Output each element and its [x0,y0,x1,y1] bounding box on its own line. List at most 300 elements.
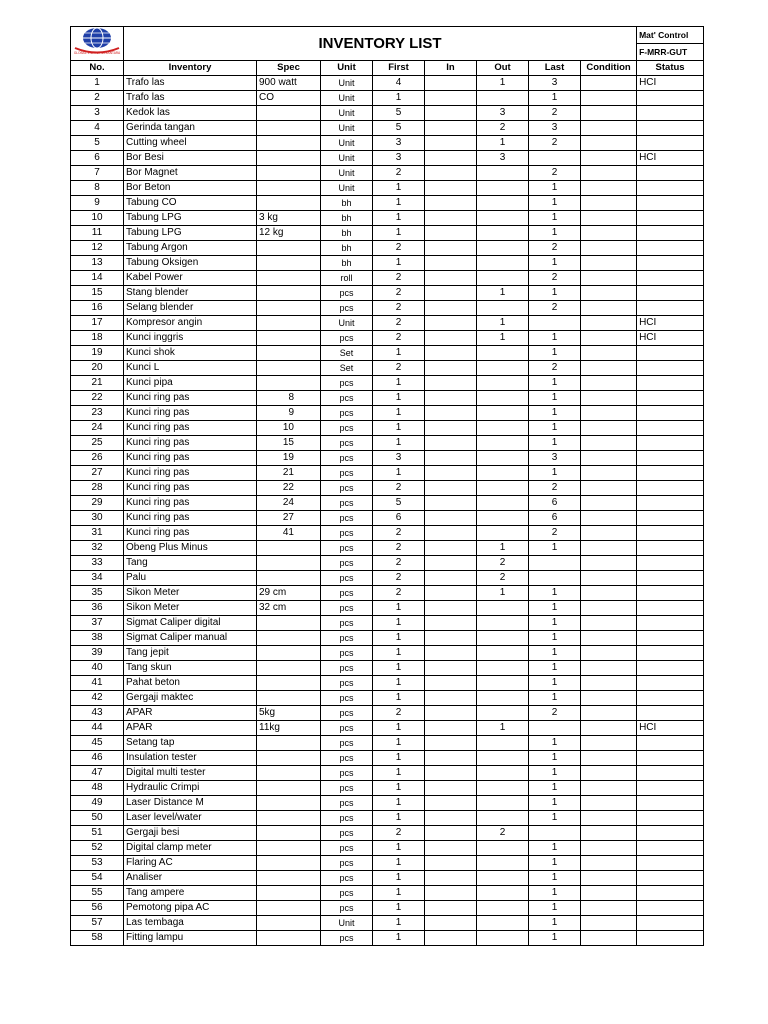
qty-last: 1 [529,226,581,241]
item-status [637,526,704,541]
table-row [71,916,704,931]
item-unit: pcs [321,766,373,781]
item-condition [581,556,637,571]
qty-last: 1 [529,766,581,781]
qty-in [425,226,477,241]
item-status: HCI [637,331,704,346]
row-number: 33 [71,556,124,571]
item-condition [581,856,637,871]
table-row [71,616,704,631]
item-condition [581,301,637,316]
qty-last: 2 [529,241,581,256]
qty-first: 2 [373,826,425,841]
qty-in [425,571,477,586]
qty-first: 2 [373,316,425,331]
item-name: Kunci ring pas [124,481,257,496]
item-spec: 12 kg [257,226,321,241]
item-name: Kompresor angin [124,316,257,331]
item-spec: 19 [257,451,321,466]
qty-in [425,676,477,691]
item-name: Bor Besi [124,151,257,166]
item-status [637,346,704,361]
row-number: 11 [71,226,124,241]
qty-in [425,781,477,796]
row-number: 3 [71,106,124,121]
item-name: Tabung Oksigen [124,256,257,271]
item-spec: 32 cm [257,601,321,616]
qty-out [477,181,529,196]
item-unit: bh [321,196,373,211]
table-row [71,646,704,661]
item-name: Bor Beton [124,181,257,196]
qty-in [425,886,477,901]
item-name: Kunci ring pas [124,496,257,511]
item-spec [257,106,321,121]
item-unit: pcs [321,601,373,616]
item-unit: pcs [321,676,373,691]
item-status [637,211,704,226]
qty-in [425,811,477,826]
qty-last: 1 [529,601,581,616]
row-number: 28 [71,481,124,496]
item-name: Palu [124,571,257,586]
qty-last: 1 [529,931,581,946]
qty-last: 2 [529,271,581,286]
row-number: 36 [71,601,124,616]
item-spec: 3 kg [257,211,321,226]
item-status [637,391,704,406]
item-name: Kunci shok [124,346,257,361]
qty-in [425,871,477,886]
qty-in [425,646,477,661]
item-condition [581,661,637,676]
row-number: 26 [71,451,124,466]
table-row [71,511,704,526]
qty-out [477,691,529,706]
qty-last: 1 [529,466,581,481]
qty-last: 6 [529,511,581,526]
item-name: Trafo las [124,76,257,91]
qty-in [425,196,477,211]
item-status: HCI [637,721,704,736]
qty-out [477,91,529,106]
item-status [637,226,704,241]
item-spec [257,841,321,856]
row-number: 16 [71,301,124,316]
qty-last: 1 [529,181,581,196]
qty-out [477,796,529,811]
qty-last [529,826,581,841]
item-name: Cutting wheel [124,136,257,151]
table-row [71,181,704,196]
row-number: 53 [71,856,124,871]
item-unit: pcs [321,886,373,901]
qty-last [529,151,581,166]
qty-last: 1 [529,421,581,436]
table-row [71,286,704,301]
item-unit: pcs [321,631,373,646]
row-number: 1 [71,76,124,91]
table-row [71,871,704,886]
item-status [637,766,704,781]
qty-last: 1 [529,391,581,406]
item-status [637,136,704,151]
qty-out [477,451,529,466]
qty-last: 1 [529,586,581,601]
qty-in [425,586,477,601]
item-condition [581,586,637,601]
item-name: Laser level/water [124,811,257,826]
row-number: 25 [71,436,124,451]
item-unit: pcs [321,466,373,481]
table-row [71,196,704,211]
item-spec [257,136,321,151]
item-status [637,361,704,376]
table-row [71,436,704,451]
table-row [71,76,704,91]
item-condition [581,151,637,166]
item-unit: pcs [321,556,373,571]
item-spec [257,931,321,946]
row-number: 27 [71,466,124,481]
column-header-row [71,61,704,76]
qty-in [425,856,477,871]
item-status [637,571,704,586]
item-status [637,91,704,106]
item-name: Bor Magnet [124,166,257,181]
item-condition [581,76,637,91]
col-header-out: Out [477,61,529,76]
qty-out: 1 [477,586,529,601]
item-name: Tabung LPG [124,226,257,241]
row-number: 37 [71,616,124,631]
table-row [71,826,704,841]
item-unit: pcs [321,736,373,751]
item-unit: pcs [321,286,373,301]
item-condition [581,736,637,751]
qty-in [425,76,477,91]
item-unit: pcs [321,406,373,421]
item-name: Hydraulic Crimpi [124,781,257,796]
item-spec [257,901,321,916]
qty-first: 1 [373,811,425,826]
qty-out [477,736,529,751]
qty-in [425,736,477,751]
item-spec: 22 [257,481,321,496]
item-unit: bh [321,241,373,256]
item-spec [257,541,321,556]
item-unit: bh [321,226,373,241]
qty-out [477,706,529,721]
qty-first: 1 [373,211,425,226]
qty-first: 1 [373,616,425,631]
item-unit: Unit [321,121,373,136]
item-name: Fitting lampu [124,931,257,946]
row-number: 31 [71,526,124,541]
item-status [637,436,704,451]
qty-in [425,271,477,286]
doc-label: Mat' Control [637,27,704,44]
qty-first: 2 [373,331,425,346]
table-row [71,841,704,856]
item-name: Tang ampere [124,886,257,901]
qty-first: 1 [373,631,425,646]
item-spec [257,361,321,376]
item-name: Sigmat Caliper manual [124,631,257,646]
item-status [637,406,704,421]
qty-first: 3 [373,151,425,166]
item-status: HCI [637,76,704,91]
item-status [637,466,704,481]
qty-in [425,466,477,481]
item-unit: pcs [321,811,373,826]
qty-first: 1 [373,766,425,781]
item-unit: Unit [321,91,373,106]
item-name: Digital clamp meter [124,841,257,856]
qty-in [425,901,477,916]
item-status [637,586,704,601]
qty-in [425,556,477,571]
item-status [637,811,704,826]
row-number: 34 [71,571,124,586]
item-condition [581,901,637,916]
qty-in [425,631,477,646]
item-status: HCI [637,316,704,331]
item-unit: Unit [321,76,373,91]
qty-in [425,451,477,466]
row-number: 45 [71,736,124,751]
row-number: 21 [71,376,124,391]
item-name: Tang jepit [124,646,257,661]
qty-last: 1 [529,856,581,871]
page-title: INVENTORY LIST [124,27,637,61]
row-number: 15 [71,286,124,301]
table-row [71,151,704,166]
qty-out [477,226,529,241]
table-row [71,751,704,766]
qty-last: 1 [529,616,581,631]
item-unit: Unit [321,136,373,151]
item-name: Tabung LPG [124,211,257,226]
qty-last: 1 [529,286,581,301]
qty-out [477,616,529,631]
item-spec [257,781,321,796]
item-status [637,481,704,496]
table-row [71,526,704,541]
item-condition [581,91,637,106]
item-spec [257,751,321,766]
item-name: Kunci ring pas [124,451,257,466]
row-number: 29 [71,496,124,511]
item-status [637,676,704,691]
item-spec [257,181,321,196]
item-name: Kunci inggris [124,331,257,346]
item-status [637,511,704,526]
qty-first: 1 [373,781,425,796]
item-condition [581,421,637,436]
item-status [637,631,704,646]
qty-out: 1 [477,541,529,556]
row-number: 56 [71,901,124,916]
qty-last: 1 [529,916,581,931]
item-condition [581,916,637,931]
row-number: 18 [71,331,124,346]
row-number: 10 [71,211,124,226]
item-condition [581,211,637,226]
qty-in [425,376,477,391]
qty-in [425,691,477,706]
item-unit: pcs [321,331,373,346]
qty-first: 3 [373,136,425,151]
qty-last: 1 [529,436,581,451]
item-spec [257,811,321,826]
item-spec [257,871,321,886]
row-number: 41 [71,676,124,691]
row-number: 7 [71,166,124,181]
item-name: Gergaji besi [124,826,257,841]
row-number: 42 [71,691,124,706]
item-unit: pcs [321,436,373,451]
item-spec [257,676,321,691]
qty-in [425,826,477,841]
qty-first: 1 [373,751,425,766]
item-spec [257,166,321,181]
table-row [71,271,704,286]
item-condition [581,196,637,211]
item-name: Gergaji maktec [124,691,257,706]
qty-out [477,196,529,211]
table-row [71,121,704,136]
qty-in [425,106,477,121]
item-spec [257,736,321,751]
qty-out [477,391,529,406]
qty-first: 1 [373,391,425,406]
qty-in [425,346,477,361]
item-unit: pcs [321,376,373,391]
item-status [637,931,704,946]
item-status: HCI [637,151,704,166]
item-condition [581,121,637,136]
item-condition [581,286,637,301]
item-name: Insulation tester [124,751,257,766]
qty-in [425,316,477,331]
row-number: 51 [71,826,124,841]
qty-out [477,916,529,931]
qty-last [529,316,581,331]
qty-out [477,496,529,511]
item-status [637,196,704,211]
qty-out: 1 [477,286,529,301]
table-row [71,631,704,646]
qty-in [425,616,477,631]
item-status [637,736,704,751]
row-number: 23 [71,406,124,421]
company-logo [71,27,124,61]
item-condition [581,931,637,946]
item-name: Kunci ring pas [124,436,257,451]
table-row [71,481,704,496]
item-condition [581,526,637,541]
item-condition [581,616,637,631]
item-name: Tabung Argon [124,241,257,256]
item-unit: pcs [321,796,373,811]
qty-in [425,121,477,136]
table-row [71,451,704,466]
qty-first: 2 [373,301,425,316]
qty-in [425,916,477,931]
qty-out: 1 [477,316,529,331]
table-row [71,391,704,406]
item-condition [581,646,637,661]
item-name: Flaring AC [124,856,257,871]
qty-first: 1 [373,856,425,871]
col-header-first: First [373,61,425,76]
qty-out [477,466,529,481]
qty-out: 1 [477,136,529,151]
qty-first: 5 [373,496,425,511]
qty-in [425,211,477,226]
item-spec [257,616,321,631]
item-spec [257,796,321,811]
table-row [71,781,704,796]
qty-first: 1 [373,436,425,451]
item-status [637,271,704,286]
inventory-sheet [70,26,703,946]
item-condition [581,631,637,646]
col-header-no: No. [71,61,124,76]
qty-last [529,556,581,571]
item-condition [581,136,637,151]
item-condition [581,871,637,886]
row-number: 8 [71,181,124,196]
item-name: APAR [124,706,257,721]
qty-last: 1 [529,376,581,391]
qty-last: 1 [529,256,581,271]
item-unit: Unit [321,151,373,166]
item-name: Sikon Meter [124,601,257,616]
qty-out [477,256,529,271]
qty-last: 1 [529,691,581,706]
item-unit: pcs [321,901,373,916]
item-spec: 29 cm [257,586,321,601]
item-condition [581,181,637,196]
qty-out: 1 [477,76,529,91]
qty-last: 1 [529,211,581,226]
table-row [71,571,704,586]
qty-last: 1 [529,631,581,646]
qty-last: 1 [529,331,581,346]
item-condition [581,256,637,271]
qty-last: 1 [529,541,581,556]
qty-out [477,511,529,526]
qty-out [477,211,529,226]
item-condition [581,361,637,376]
item-condition [581,511,637,526]
col-header-unit: Unit [321,61,373,76]
item-unit: pcs [321,571,373,586]
qty-first: 1 [373,226,425,241]
item-status [637,706,704,721]
item-condition [581,496,637,511]
qty-out [477,271,529,286]
item-name: Obeng Plus Minus [124,541,257,556]
qty-first: 1 [373,181,425,196]
item-condition [581,541,637,556]
table-row [71,106,704,121]
qty-in [425,91,477,106]
qty-first: 2 [373,526,425,541]
qty-first: 1 [373,886,425,901]
